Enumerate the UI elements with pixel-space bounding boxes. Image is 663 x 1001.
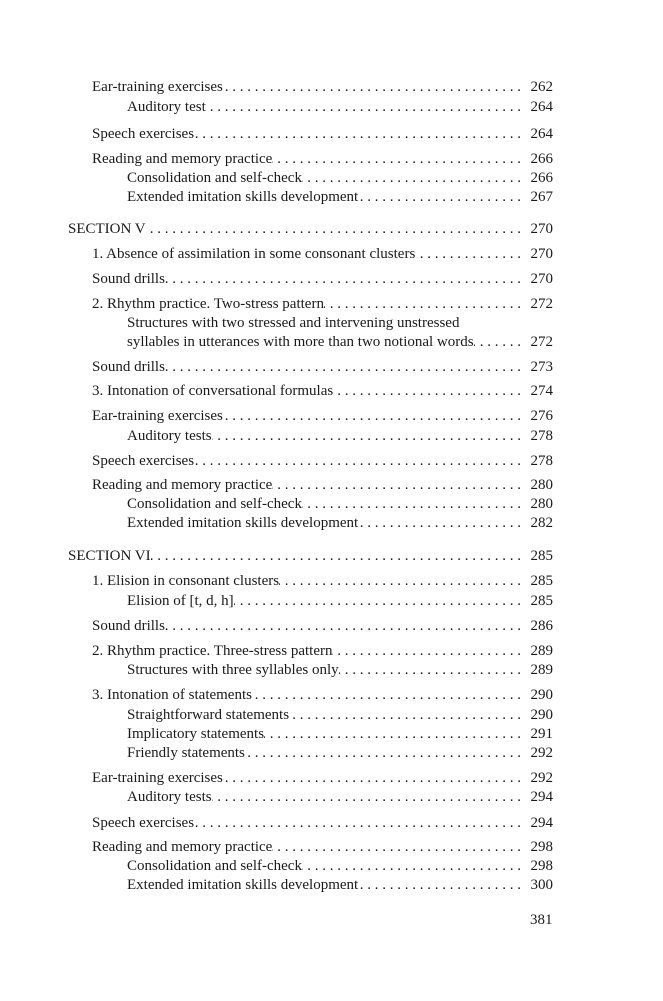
dot-leader bbox=[302, 495, 527, 514]
toc-entry bbox=[68, 547, 553, 566]
dot-leader bbox=[264, 725, 527, 744]
dot-leader bbox=[194, 125, 527, 144]
dot-leader bbox=[474, 333, 527, 352]
toc-entry-title: Extended imitation skills development bbox=[127, 515, 359, 531]
dot-leader bbox=[245, 744, 527, 763]
dot-leader bbox=[165, 358, 527, 377]
toc-entry-title: Speech exercises bbox=[92, 815, 195, 831]
toc-entry-title: Elision of [t, d, h] bbox=[127, 593, 234, 609]
dot-leader bbox=[358, 876, 527, 895]
dot-leader bbox=[302, 169, 527, 188]
toc-entry-page: 289 bbox=[530, 643, 553, 659]
toc-entry-page: 272 bbox=[530, 334, 553, 350]
dot-leader bbox=[272, 838, 527, 857]
toc-entry-title: Sound drills bbox=[92, 271, 165, 287]
toc-entry bbox=[68, 220, 553, 239]
toc-entry-page: 267 bbox=[530, 189, 553, 205]
toc-entry-page: 285 bbox=[530, 548, 553, 564]
toc-entry bbox=[127, 592, 553, 611]
dot-leader bbox=[333, 382, 527, 401]
toc-entry-title: Speech exercises bbox=[92, 126, 195, 142]
toc-entry-page: 294 bbox=[530, 815, 553, 831]
toc-entry bbox=[92, 617, 553, 636]
dot-leader bbox=[212, 788, 527, 807]
toc-entry-title: Consolidation and self-check bbox=[127, 496, 302, 512]
toc-entry-title: SECTION V bbox=[68, 221, 146, 237]
toc-entry bbox=[92, 838, 553, 857]
toc-entry-page: 273 bbox=[530, 359, 553, 375]
toc-entry-title: Structures with three syllables only bbox=[127, 662, 339, 678]
toc-entry bbox=[127, 427, 553, 446]
toc-entry-title: 3. Intonation of statements bbox=[92, 687, 252, 703]
toc-entry bbox=[92, 125, 553, 144]
dot-leader bbox=[324, 295, 527, 314]
toc-entry bbox=[92, 270, 553, 289]
toc-entry bbox=[92, 358, 553, 377]
toc-entry-page: 298 bbox=[530, 839, 553, 855]
dot-leader bbox=[165, 617, 527, 636]
toc-entry bbox=[92, 476, 553, 495]
toc-entry bbox=[92, 382, 553, 401]
toc-entry bbox=[92, 814, 553, 833]
toc-entry-title: 2. Rhythm practice. Two-stress pattern bbox=[92, 296, 324, 312]
toc-entry-title: Auditory tests bbox=[127, 789, 212, 805]
toc-entry-page: 270 bbox=[530, 246, 553, 262]
toc-entry-title: 1. Elision in consonant clusters bbox=[92, 573, 280, 589]
toc-entry-title: Sound drills bbox=[92, 618, 165, 634]
toc-entry bbox=[92, 245, 553, 264]
dot-leader bbox=[194, 814, 527, 833]
toc-entry bbox=[127, 706, 553, 725]
toc-entry-page: 300 bbox=[530, 877, 553, 893]
dot-leader bbox=[415, 245, 527, 264]
toc-entry-title: 2. Rhythm practice. Three-stress pattern bbox=[92, 643, 333, 659]
toc-entry-page: 270 bbox=[530, 271, 553, 287]
toc-entry-page: 280 bbox=[530, 496, 553, 512]
toc-entry-page: 290 bbox=[530, 687, 553, 703]
toc-entry bbox=[127, 876, 553, 895]
toc-entry-page: 278 bbox=[530, 453, 553, 469]
dot-leader bbox=[234, 592, 527, 611]
dot-leader bbox=[332, 642, 527, 661]
toc-entry-page: 266 bbox=[530, 170, 553, 186]
toc-entry bbox=[127, 314, 553, 333]
toc-entry-title: Ear-training exercises bbox=[92, 408, 223, 424]
toc-entry-page: 274 bbox=[530, 383, 553, 399]
toc-entry bbox=[92, 78, 553, 97]
toc-entry-title: 1. Absence of assimilation in some consonant clusters bbox=[92, 246, 416, 262]
toc-entry-title: Speech exercises bbox=[92, 453, 195, 469]
toc-entry bbox=[127, 744, 553, 763]
toc-entry bbox=[127, 725, 553, 744]
toc-entry-title: Extended imitation skills development bbox=[127, 877, 359, 893]
dot-leader bbox=[165, 270, 527, 289]
toc-entry-page: 280 bbox=[530, 477, 553, 493]
dot-leader bbox=[194, 452, 527, 471]
toc-entry-page: 291 bbox=[530, 726, 553, 742]
toc-entry bbox=[127, 169, 553, 188]
toc-entry bbox=[127, 495, 553, 514]
dot-leader bbox=[279, 572, 527, 591]
toc-entry-title: Sound drills bbox=[92, 359, 165, 375]
dot-leader bbox=[151, 547, 527, 566]
toc-entry bbox=[92, 686, 553, 705]
toc-entry bbox=[127, 98, 553, 117]
toc-entry bbox=[127, 514, 553, 533]
toc-entry bbox=[92, 295, 553, 314]
toc-entry-title: Reading and memory practice bbox=[92, 151, 273, 167]
toc-entry-page: 290 bbox=[530, 707, 553, 723]
toc-entry-page: 266 bbox=[530, 151, 553, 167]
toc-entry-title: Structures with two stressed and intervening unstressed bbox=[127, 315, 460, 331]
dot-leader bbox=[272, 476, 527, 495]
toc-entry-page: 289 bbox=[530, 662, 553, 678]
toc-entry-title: Friendly statements bbox=[127, 745, 245, 761]
toc-entry-title: SECTION VI bbox=[68, 548, 151, 564]
toc-entry bbox=[92, 150, 553, 169]
toc-entry-title: 3. Intonation of conversational formulas bbox=[92, 383, 334, 399]
dot-leader bbox=[339, 661, 527, 680]
toc-entry-page: 282 bbox=[530, 515, 553, 531]
toc-entry-page: 278 bbox=[530, 428, 553, 444]
toc-entry-title: Ear-training exercises bbox=[92, 770, 223, 786]
dot-leader bbox=[146, 220, 527, 239]
toc-entry-page: 270 bbox=[530, 221, 553, 237]
dot-leader bbox=[252, 686, 527, 705]
dot-leader bbox=[358, 514, 527, 533]
toc-entry bbox=[127, 788, 553, 807]
dot-leader bbox=[272, 150, 527, 169]
dot-leader bbox=[223, 407, 527, 426]
toc-entry bbox=[127, 188, 553, 207]
toc-entry bbox=[127, 661, 553, 680]
dot-leader bbox=[223, 78, 527, 97]
toc-entry-title: Straightforward statements bbox=[127, 707, 290, 723]
page-number: 381 bbox=[530, 912, 553, 928]
toc-entry-page: 298 bbox=[530, 858, 553, 874]
toc-entry bbox=[92, 642, 553, 661]
toc-entry-title: Auditory tests bbox=[127, 428, 212, 444]
toc-entry-page: 292 bbox=[530, 745, 553, 761]
dot-leader bbox=[212, 427, 527, 446]
toc-entry-page: 272 bbox=[530, 296, 553, 312]
toc-entry bbox=[92, 452, 553, 471]
toc-entry-title: Consolidation and self-check bbox=[127, 858, 302, 874]
toc-entry-page: 264 bbox=[530, 126, 553, 142]
toc-entry bbox=[92, 572, 553, 591]
dot-leader bbox=[358, 188, 527, 207]
dot-leader bbox=[223, 769, 527, 788]
toc-entry-title: syllables in utterances with more than two notional words bbox=[127, 334, 474, 350]
toc-entry-title: Ear-training exercises bbox=[92, 79, 223, 95]
toc-entry bbox=[127, 333, 553, 352]
dot-leader bbox=[289, 706, 527, 725]
toc-entry-page: 264 bbox=[530, 99, 553, 115]
toc-entry-page: 294 bbox=[530, 789, 553, 805]
toc-entry-title: Extended imitation skills development bbox=[127, 189, 359, 205]
toc-entry bbox=[127, 857, 553, 876]
toc-entry-page: 276 bbox=[530, 408, 553, 424]
dot-leader bbox=[206, 98, 527, 117]
toc-entry-page: 286 bbox=[530, 618, 553, 634]
toc-entry-page: 285 bbox=[530, 573, 553, 589]
toc-entry-title: Auditory test bbox=[127, 99, 206, 115]
toc-entry-title: Implicatory statements bbox=[127, 726, 265, 742]
toc-entry-page: 292 bbox=[530, 770, 553, 786]
dot-leader bbox=[302, 857, 527, 876]
toc-entry-title: Consolidation and self-check bbox=[127, 170, 302, 186]
toc-entry-title: Reading and memory practice bbox=[92, 839, 273, 855]
toc-entry-page: 285 bbox=[530, 593, 553, 609]
toc-entry bbox=[92, 769, 553, 788]
toc-entry-page: 262 bbox=[530, 79, 553, 95]
toc-entry-title: Reading and memory practice bbox=[92, 477, 273, 493]
toc-entry bbox=[92, 407, 553, 426]
